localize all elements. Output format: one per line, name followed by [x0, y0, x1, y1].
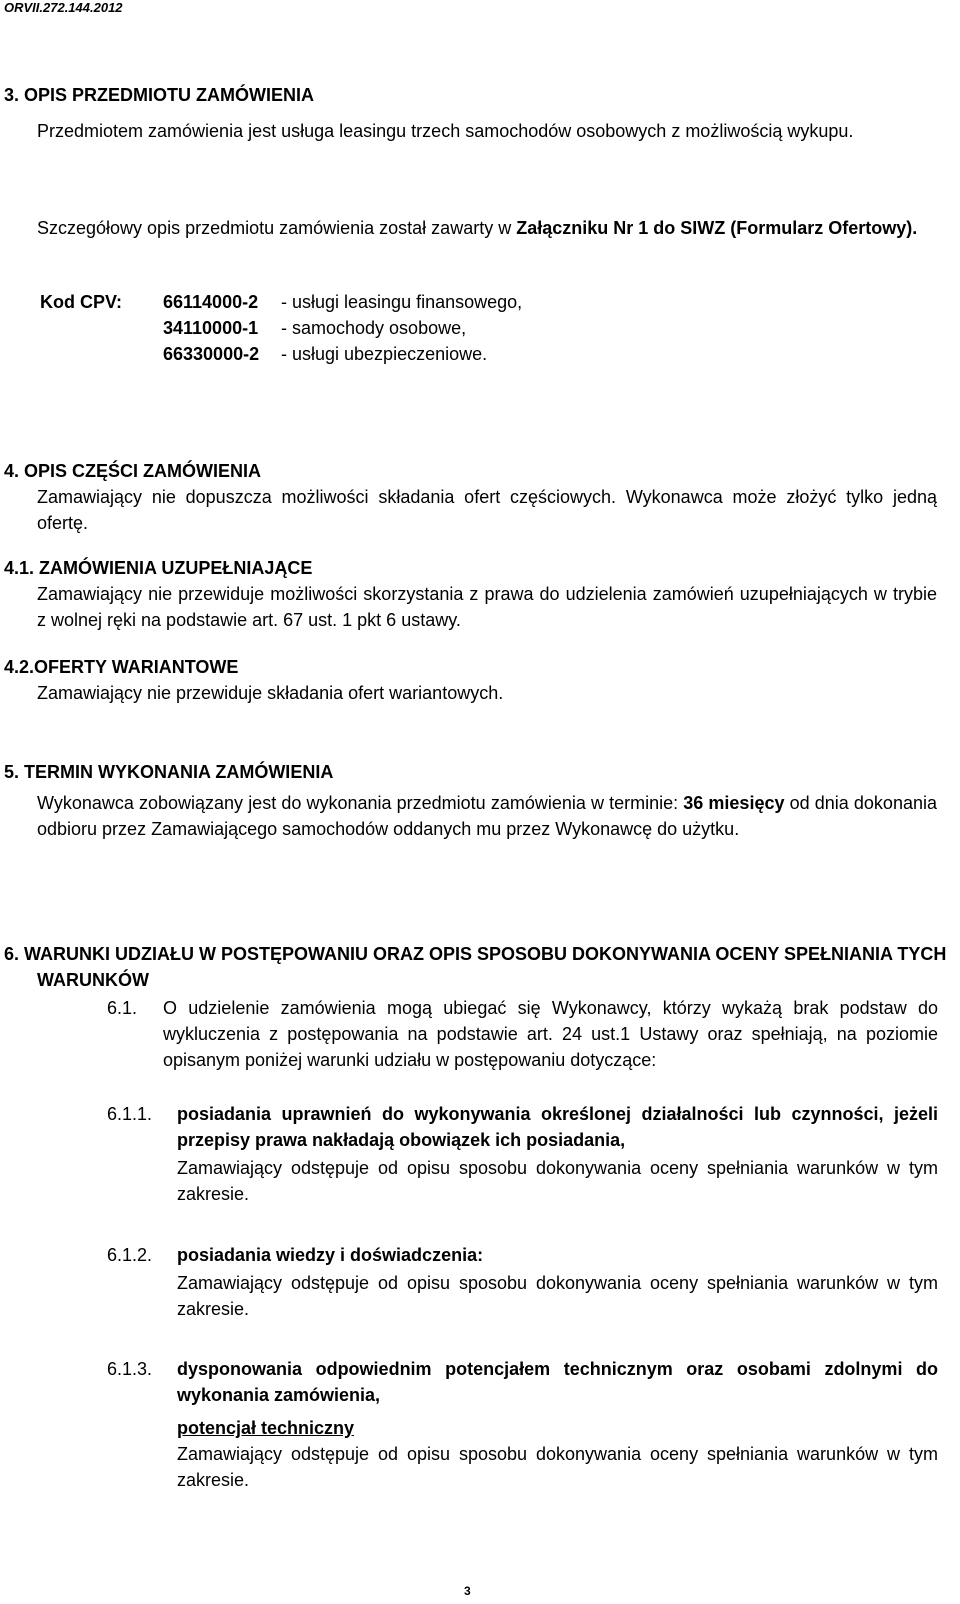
document-reference: ORVII.272.144.2012: [4, 0, 123, 15]
item-6-1-1-title: posiadania uprawnień do wykonywania określonej działalności lub czynności, jeżeli przepisy prawa nakładają obowiązek ich posiadania,: [177, 1104, 938, 1150]
page-number: 3: [464, 1584, 471, 1598]
section-6-1-number: 6.1.: [107, 998, 138, 1018]
cpv-code: 66114000-2: [163, 292, 259, 312]
section-4-2-heading: 4.2.OFERTY WARIANTOWE: [4, 657, 239, 677]
item-6-1-3-number: 6.1.3.: [107, 1359, 153, 1379]
section-4-1-para: Zamawiający nie przewiduje możliwości skorzystania z prawa do udzielenia zamówień uzupełniających w trybie z wolnej ręki na podstawie art. 67 ust. 1 pkt 6 ustawy.: [37, 584, 937, 630]
section-4-para: Zamawiający nie dopuszcza możliwości składania ofert częściowych. Wykonawca może złożyć tylko jedną ofertę.: [37, 487, 937, 533]
section-3-para-2: [37, 215, 937, 241]
item-6-1-1-number: 6.1.1.: [107, 1104, 153, 1124]
section-6-heading: 6. WARUNKI UDZIAŁU W POSTĘPOWANIU ORAZ OPIS SPOSOBU DOKONYWANIA OCENY SPEŁNIANIA TYCH WARUNKÓW: [4, 944, 947, 990]
section-3-para-2-text: Szczegółowy opis przedmiotu zamówienia został zawarty w: [37, 218, 517, 238]
section-3-para-1: Przedmiotem zamówienia jest usługa leasingu trzech samochodów osobowych z możliwością wykupu.: [37, 121, 854, 141]
cpv-code: 34110000-1: [163, 318, 259, 338]
item-6-1-3-title: dysponowania odpowiednim potencjałem technicznym oraz osobami zdolnymi do wykonania zamówienia,: [177, 1359, 938, 1405]
cpv-code: 66330000-2: [163, 344, 260, 364]
section-4-heading: 4. OPIS CZĘŚCI ZAMÓWIENIA: [4, 461, 262, 481]
item-6-1-2-number: 6.1.2.: [107, 1245, 153, 1265]
item-6-1-2-title: posiadania wiedzy i doświadczenia:: [177, 1245, 484, 1265]
item-6-1-1-text: Zamawiający odstępuje od opisu sposobu dokonywania oceny spełniania warunków w tym zakresie.: [177, 1158, 938, 1204]
item-6-1-3-text: Zamawiający odstępuje od opisu sposobu dokonywania oceny spełniania warunków w tym zakresie.: [177, 1444, 938, 1490]
section-5-heading: 5. TERMIN WYKONANIA ZAMÓWIENIA: [4, 762, 334, 782]
section-5-para-text-end: od dnia dokonania odbioru przez Zamawiającego samochodów oddanych mu przez Wykonawcę do użytku.: [37, 793, 937, 839]
cpv-row: [163, 289, 522, 315]
item-6-1-3-subheading: potencjał techniczny: [177, 1418, 355, 1438]
cpv-row: [163, 341, 487, 367]
attachment-reference: Załączniku Nr 1 do SIWZ (Formularz Ofertowy).: [516, 218, 918, 238]
cpv-desc: - usługi ubezpieczeniowe.: [281, 344, 488, 364]
term-duration: 36 miesięcy: [683, 793, 785, 813]
item-6-1-2-text: Zamawiający odstępuje od opisu sposobu dokonywania oceny spełniania warunków w tym zakresie.: [177, 1273, 938, 1319]
cpv-desc: - usługi leasingu finansowego,: [281, 292, 523, 312]
section-4-1-heading: 4.1. ZAMÓWIENIA UZUPEŁNIAJĄCE: [4, 558, 313, 578]
section-3-heading: 3. OPIS PRZEDMIOTU ZAMÓWIENIA: [4, 85, 315, 105]
section-5-para-text: Wykonawca zobowiązany jest do wykonania przedmiotu zamówienia w terminie:: [37, 793, 684, 813]
section-4-2-para: Zamawiający nie przewiduje składania ofert wariantowych.: [37, 683, 504, 703]
cpv-desc: - samochody osobowe,: [281, 318, 467, 338]
cpv-row: [163, 315, 466, 341]
section-5-para: [37, 790, 937, 842]
section-6-1-para: O udzielenie zamówienia mogą ubiegać się Wykonawcy, którzy wykażą brak podstaw do wykluczenia z postępowania na podstawie art. 24 ust.1 Ustawy oraz spełniają, na poziomie opisanym poniżej warunki udziału w postępowaniu dotyczące:: [163, 998, 938, 1070]
cpv-label: Kod CPV:: [40, 292, 123, 312]
